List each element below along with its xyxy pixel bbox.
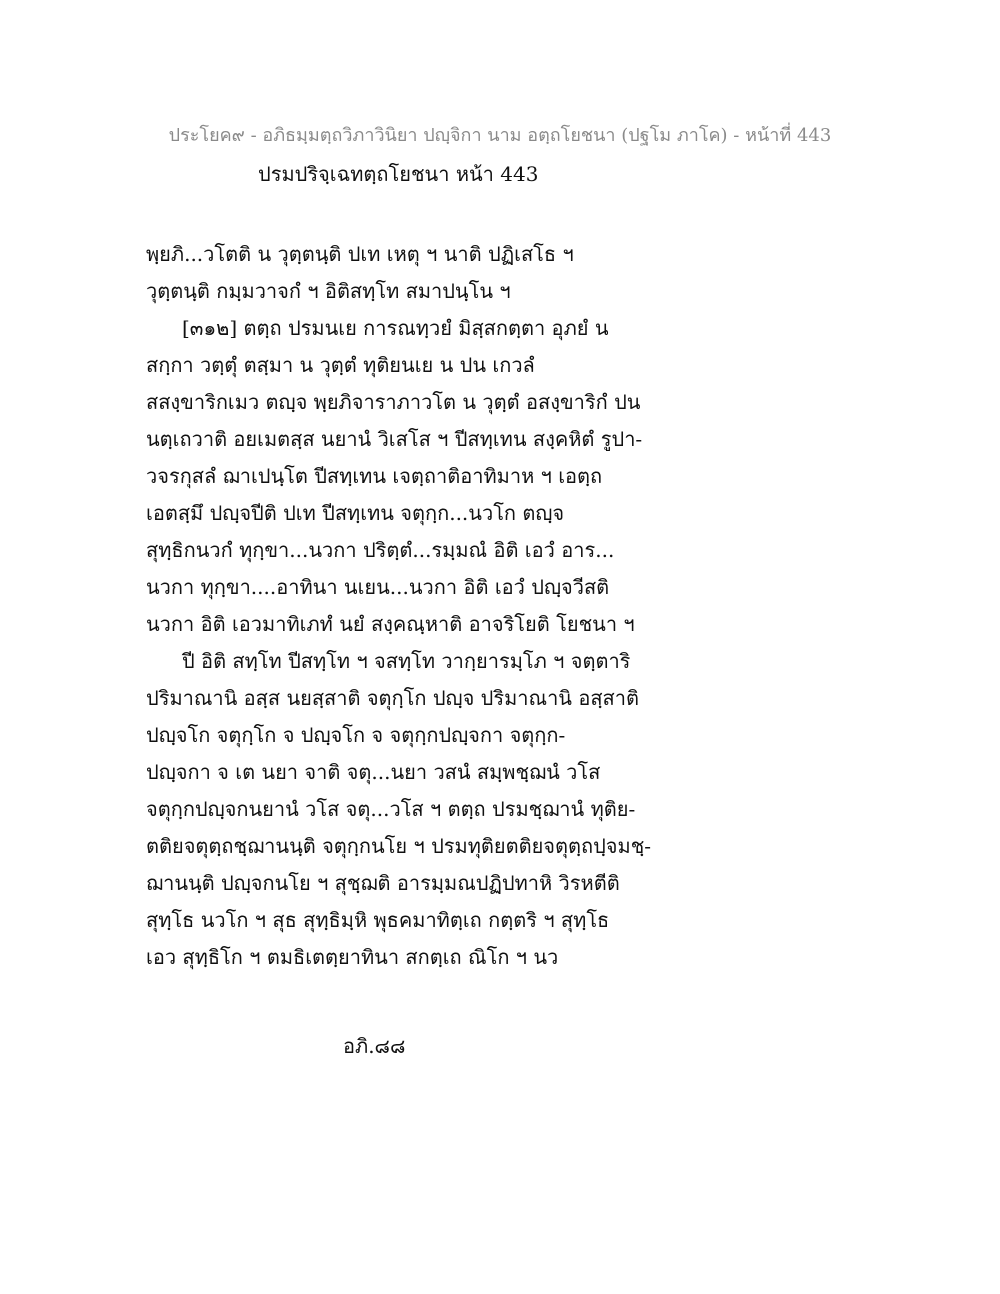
text-line-19: สุทฺโธ นวโก ฯ สุธ สุทฺธิมฺหิ พุธคมาทิตฺเถ กตฺตริ ฯ สุทฺโธ [146,908,610,932]
text-line-16: จตุกฺกปญฺจกนยานํ วโส จตุ...วโส ฯ ตตฺถ ปรมชฺฌานํ ทุติย- [146,797,636,821]
text-line-11: นวกา อิติ เอวมาทิเภทํ นยํ สงฺคณฺหาติ อาจริโยติ โยชนา ฯ [146,612,635,636]
text-line-13: ปริมาณานิ อสฺส นยสฺสาติ จตุกฺโก ปญฺจ ปริมาณานิ อสฺสาติ [146,686,639,710]
page-subtitle: ปรมปริจฺเฉทตฺถโยชนา หน้า 443 [258,162,539,186]
text-line-10: นวกา ทุกฺขา....อาทินา นเยน...นวกา อิติ เอวํ ปญฺจวีสติ [146,575,610,599]
text-line-18: ฌานนฺติ ปญฺจกนโย ฯ สุชฺฌติ อารมฺมณปฏิปทาหิ วิรหตีติ [146,871,620,895]
text-line-6: นตฺเถวาติ อยเมตสฺส นยานํ วิเสโส ฯ ปีสทฺเทน สงฺคหิตํ รูปา- [146,427,643,451]
running-head: ประโยค๙ - อภิธมฺมตฺถวิภาวินิยา ปญฺจิกา นาม อตฺถโยชนา (ปฐโม ภาโค) - หน้าที่ 443 [168,125,832,146]
page-signature: อภิ.๘๘ [343,1034,406,1058]
text-line-3: [๓๑๒] ตตฺถ ปรมนเย การณทฺวยํ มิสฺสกตฺตา อุภยํ น [182,316,609,340]
body-text [146,236,666,976]
text-line-7: วจรกุสลํ ฌาเปนฺโต ปีสทฺเทน เจตฺถาติอาทิมาห ฯ เอตฺถ [146,464,603,488]
text-line-2: วุตฺตนฺติ กมฺมวาจกํ ฯ อิติสทฺโท สมาปนฺโน ฯ [146,279,511,303]
text-line-15: ปญฺจกา จ เต นยา จาติ จตุ...นยา วสนํ สมฺพชฺฌนํ วโส [146,760,601,784]
text-line-8: เอตสฺมึ ปญฺจปีติ ปเท ปีสทฺเทน จตุกฺก...นวโก ตญฺจ [146,501,565,525]
text-line-5: สสงฺขาริกเมว ตญฺจ พฺยภิจาราภาวโต น วุตฺตํ อสงฺขาริกํ ปน [146,390,641,414]
text-line-9: สุทฺธิกนวกํ ทุกฺขา...นวกา ปริตฺตํ...รมฺมณํ อิติ เอวํ อาร... [146,538,615,562]
text-line-17: ตติยจตุตฺถชฺฌานนฺติ จตุกฺกนโย ฯ ปรมทุติยตติยจตุตฺถปฺจมชฺ- [146,834,652,858]
text-line-12: ปี อิติ สทฺโท ปีสทฺโท ฯ จสทฺโท วากฺยารมฺโภ ฯ จตฺตาริ [182,649,631,673]
text-line-1: พฺยภิ...วโตติ น วุตฺตนฺติ ปเท เหตุ ฯ นาติ ปฏิเสโธ ฯ [146,242,574,266]
text-line-4: สกฺกา วตฺตุํ ตสฺมา น วุตฺตํ ทุติยนเย น ปน เกวลํ [146,353,535,377]
text-line-20: เอว สุทฺธิโก ฯ ตมธิเตตฺยาทินา สกตฺเถ ณิโก ฯ นว [146,945,559,969]
text-line-14: ปญฺจโก จตุกฺโก จ ปญฺจโก จ จตุกฺกปญฺจกา จตุกฺก- [146,723,566,747]
